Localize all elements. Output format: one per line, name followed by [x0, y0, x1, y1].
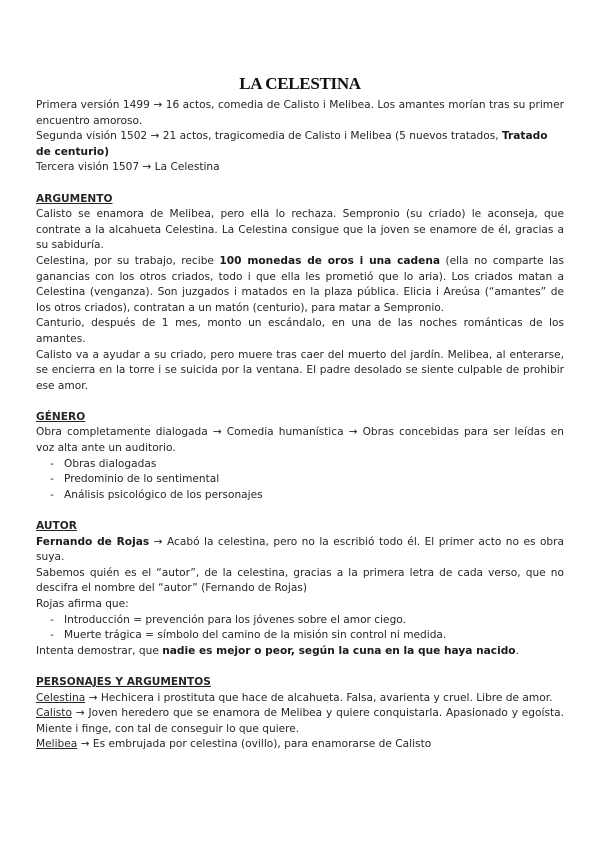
autor-p4-bold: nadie es mejor o peor, según la cuna en la que haya nacido	[162, 644, 516, 657]
argumento-p2-text-a: Celestina, por su trabajo, recibe	[36, 254, 220, 267]
intro-version-2-text: Segunda visión 1502 → 21 actos, tragicomedia de Calisto i Melibea (5 nuevos tratados,	[36, 130, 502, 143]
list-item: - Introducción = prevención para los jóvenes sobre el amor ciego.	[64, 613, 564, 629]
autor-list	[36, 613, 564, 644]
genero-paragraph-1: Obra completamente dialogada → Comedia humanística → Obras concebidas para ser leídas en voz alta ante un auditorio.	[36, 426, 564, 455]
heading-personajes: PERSONAJES Y ARGUMENTOS	[36, 675, 211, 688]
document-title: LA CELESTINA	[239, 74, 361, 93]
autor-paragraph-1	[36, 535, 564, 566]
autor-paragraph-4	[36, 644, 564, 660]
autor-p4-text-b: .	[515, 644, 519, 657]
list-item: - Análisis psicológico de los personajes	[64, 488, 564, 504]
personaje-celestina	[36, 691, 564, 707]
list-item: - Muerte trágica = símbolo del camino de la misión sin control ni medida.	[64, 628, 564, 644]
autor-p4-text-a: Intenta demostrar, que	[36, 644, 163, 657]
argumento-paragraph-4: Calisto va a ayudar a su criado, pero muere tras caer del muerto del jardín. Melibea, al enterarse, se encierra en la torre i se suicida por la ventana. El padre desolado se siente culpable de prohibir ese amor.	[36, 348, 564, 392]
personaje-desc: → Es embrujada por celestina (ovillo), para enamorarse de Calisto	[77, 738, 432, 751]
argumento-paragraph-3: Canturio, después de 1 mes, monto un escándalo, en una de las noches románticas de los amantes.	[36, 317, 564, 345]
personaje-melibea	[36, 737, 564, 753]
heading-autor: AUTOR	[36, 520, 77, 533]
argumento-paragraph-2	[36, 254, 564, 316]
argumento-p2-bold: 100 monedas de oros i una cadena	[219, 254, 441, 267]
intro-version-3: Tercera visión 1507 → La Celestina	[36, 161, 220, 174]
intro-version-2	[36, 129, 564, 160]
genero-list	[36, 457, 564, 504]
list-item: - Predominio de lo sentimental	[64, 472, 564, 488]
personaje-name: Celestina	[36, 691, 86, 704]
personaje-name: Calisto	[36, 707, 72, 720]
heading-argumento: ARGUMENTO	[36, 192, 113, 205]
intro-version-2-bold: Tratado de centurio)	[36, 130, 548, 158]
list-item: - Obras dialogadas	[64, 457, 564, 473]
heading-genero: GÉNERO	[36, 410, 86, 423]
autor-p1-text: → Acabó la celestina, pero no la escribió todo él. El primer acto no es obra suya.	[36, 535, 564, 564]
personaje-calisto	[36, 706, 564, 737]
autor-name: Fernando de Rojas	[36, 535, 150, 548]
personaje-desc: → Hechicera i prostituta que hace de alcahueta. Falsa, avarienta y cruel. Libre de amor.	[85, 691, 553, 704]
argumento-paragraph-1: Calisto se enamora de Melibea, pero ella lo rechaza. Sempronio (su criado) le aconseja, que contrate a la alcahueta Celestina. La Celestina consigue que la joven se enamore de él, gracias a su sabiduría.	[36, 208, 564, 252]
intro-version-1: Primera versión 1499 → 16 actos, comedia de Calisto i Melibea. Los amantes morían tras su primer encuentro amoroso.	[36, 99, 564, 127]
personaje-name: Melibea	[36, 738, 78, 751]
personaje-desc: → Joven heredero que se enamora de Melibea y quiere conquistarla. Apasionado y egoísta. Miente i finge, con tal de conseguir lo que quiere.	[36, 707, 564, 735]
autor-paragraph-2: Sabemos quién es el “autor”, de la celestina, gracias a la primera letra de cada verso, que no descifra el nombre del “autor” (Fernando de Rojas)	[36, 566, 564, 595]
autor-paragraph-3: Rojas afirma que:	[36, 598, 129, 610]
argumento-p2-text-b: (ella no comparte las ganancias con los otros criados, todo i que ella les prometió que lo aria). Los criados matan a Celestina (venganza). Son juzgados i matados en la plaza pública. Elicia i Areúsa (“amantes” de los otros criados), contratan a un matón (centurio), para matar a Sempronio.	[36, 254, 564, 314]
